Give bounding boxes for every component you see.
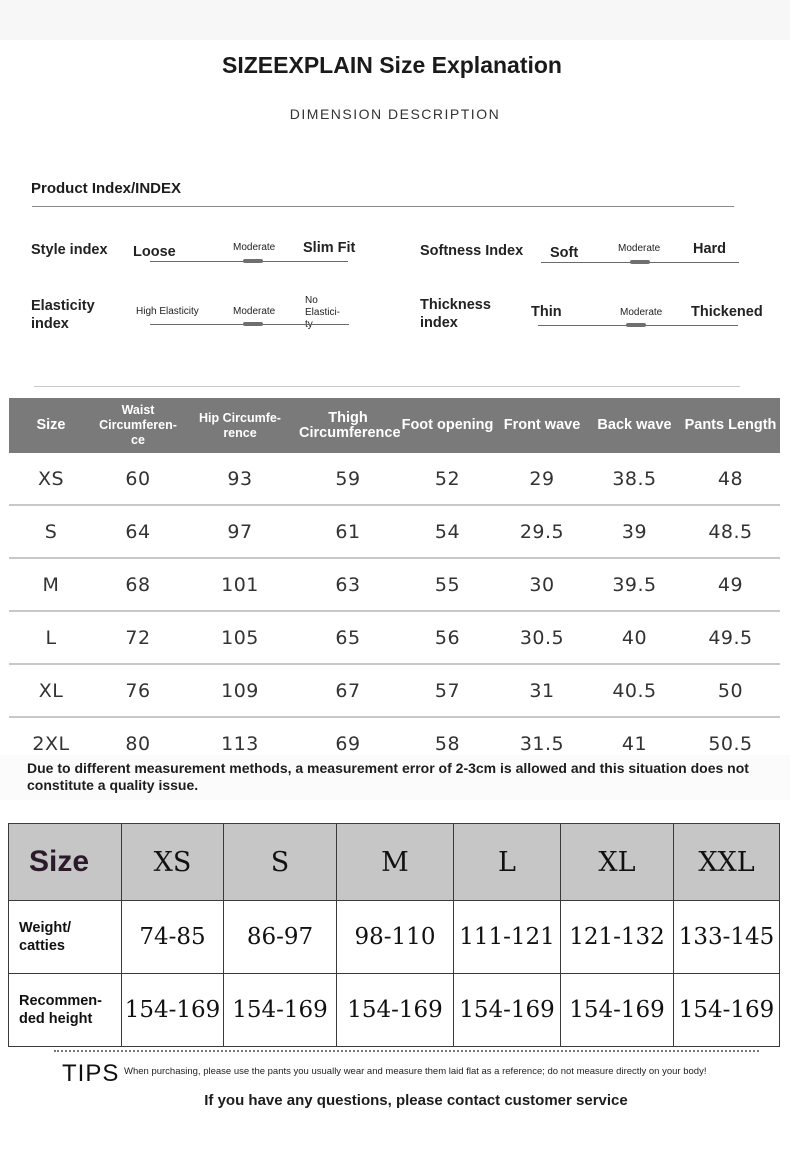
cell-size: L [9,611,93,664]
cell-front-wave: 30 [496,558,588,611]
tips-text: When purchasing, please use the pants you usually wear and measure them laid flat as a reference; do not measure directly on your body! [124,1066,707,1077]
weight-cell: 133-145 [674,901,780,974]
table-row [9,558,780,611]
elasticity-index-label: Elasticity index [31,298,95,332]
cell-waist: 80 [93,717,183,770]
section-divider [34,386,740,387]
height-cell: 154-169 [337,974,454,1047]
height-cell: 154-169 [561,974,674,1047]
height-cell: 154-169 [224,974,337,1047]
header-hip: Hip Circumfe-rence [183,398,297,453]
weight-cell: 74-85 [122,901,224,974]
header-foot-opening: Foot opening [399,398,496,453]
softness-index-mid: Moderate [618,243,661,254]
elasticity-index-mid: Moderate [233,306,276,317]
top-band [0,0,790,40]
size-header-label: Size [9,824,122,901]
cell-size: XS [9,453,93,505]
height-cell: 154-169 [454,974,561,1047]
page-title: SIZEEXPLAIN Size Explanation [222,52,562,78]
cell-back-wave: 40 [588,611,681,664]
style-index-marker [243,259,263,263]
page-subtitle: DIMENSION DESCRIPTION [289,106,501,122]
weight-row [9,901,780,974]
measurement-note: Due to different measurement methods, a measurement error of 2-3cm is allowed and this situation does not constitute a quality issue. [27,760,749,793]
cell-hip: 101 [183,558,297,611]
cell-waist: 72 [93,611,183,664]
cell-front-wave: 29 [496,453,588,505]
thickness-index-right: Thickened [691,304,763,320]
cell-pants-length: 49.5 [681,611,780,664]
cell-foot-opening: 56 [399,611,496,664]
cell-front-wave: 31 [496,664,588,717]
cell-pants-length: 50.5 [681,717,780,770]
cell-back-wave: 39 [588,505,681,558]
header-back-wave: Back wave [588,398,681,453]
cell-hip: 97 [183,505,297,558]
weight-label: Weight/ catties [9,901,122,974]
cell-pants-length: 50 [681,664,780,717]
table-row [9,664,780,717]
cell-size: S [9,505,93,558]
cell-front-wave: 29.5 [496,505,588,558]
cell-thigh: 65 [297,611,399,664]
weight-cell: 111-121 [454,901,561,974]
cell-thigh: 67 [297,664,399,717]
cell-foot-opening: 55 [399,558,496,611]
cell-foot-opening: 52 [399,453,496,505]
measurement-header-row [9,398,780,453]
cell-pants-length: 48.5 [681,505,780,558]
cell-thigh: 63 [297,558,399,611]
cell-front-wave: 30.5 [496,611,588,664]
height-row [9,974,780,1047]
style-index-left: Loose [133,244,176,260]
product-index-title: Product Index/INDEX [31,180,182,197]
weight-cell: 121-132 [561,901,674,974]
size-header-l: L [454,824,561,901]
cell-thigh: 59 [297,453,399,505]
cell-front-wave: 31.5 [496,717,588,770]
height-cell: 154-169 [122,974,224,1047]
cell-foot-opening: 54 [399,505,496,558]
weight-cell: 86-97 [224,901,337,974]
height-label: Recommen-ded height [9,974,122,1047]
tips-label: TIPS [62,1060,120,1087]
cell-hip: 113 [183,717,297,770]
cell-waist: 76 [93,664,183,717]
style-index-label: Style index [31,242,108,258]
thickness-index-left: Thin [531,304,562,320]
cell-size: XL [9,664,93,717]
elasticity-index-marker [243,322,263,326]
table-row [9,611,780,664]
cell-pants-length: 49 [681,558,780,611]
cell-size: M [9,558,93,611]
cell-back-wave: 40.5 [588,664,681,717]
cell-hip: 93 [183,453,297,505]
size-header-m: M [337,824,454,901]
size-table [8,823,780,1047]
cell-foot-opening: 57 [399,664,496,717]
elasticity-index-left: High Elasticity [136,306,199,317]
softness-index-right: Hard [693,241,727,257]
header-pants-length: Pants Length [681,398,780,453]
index-divider [32,206,734,207]
cell-back-wave: 41 [588,717,681,770]
cell-pants-length: 48 [681,453,780,505]
cell-waist: 68 [93,558,183,611]
thickness-index-label: Thickness index [420,297,491,331]
size-header-xs: XS [122,824,224,901]
size-header-xxl: XXL [674,824,780,901]
size-header-xl: XL [561,824,674,901]
thickness-index-mid: Moderate [620,307,663,318]
cell-thigh: 61 [297,505,399,558]
table-row [9,453,780,505]
tips-divider [54,1050,759,1052]
weight-cell: 98-110 [337,901,454,974]
header-size: Size [9,398,93,453]
header-front-wave: Front wave [496,398,588,453]
table-row [9,505,780,558]
cell-foot-opening: 58 [399,717,496,770]
softness-index-left: Soft [550,245,579,261]
cell-thigh: 69 [297,717,399,770]
size-table-header-row [9,824,780,901]
style-index-mid: Moderate [233,242,276,253]
measurement-table [9,398,780,771]
cell-back-wave: 39.5 [588,558,681,611]
cell-waist: 64 [93,505,183,558]
style-index-right: Slim Fit [303,240,356,256]
elasticity-index-right: No Elastici- [305,295,341,318]
cell-size: 2XL [9,717,93,770]
header-thigh: Thigh Circumference [297,398,399,453]
cell-hip: 109 [183,664,297,717]
size-header-s: S [224,824,337,901]
softness-index-marker [630,260,650,264]
thickness-index-marker [626,323,646,327]
cell-waist: 60 [93,453,183,505]
cell-hip: 105 [183,611,297,664]
softness-index-label: Softness Index [420,243,524,259]
header-waist: Waist Circumferen-ce [93,398,183,453]
height-cell: 154-169 [674,974,780,1047]
cell-back-wave: 38.5 [588,453,681,505]
contact-text: If you have any questions, please contact customer service [204,1092,628,1109]
